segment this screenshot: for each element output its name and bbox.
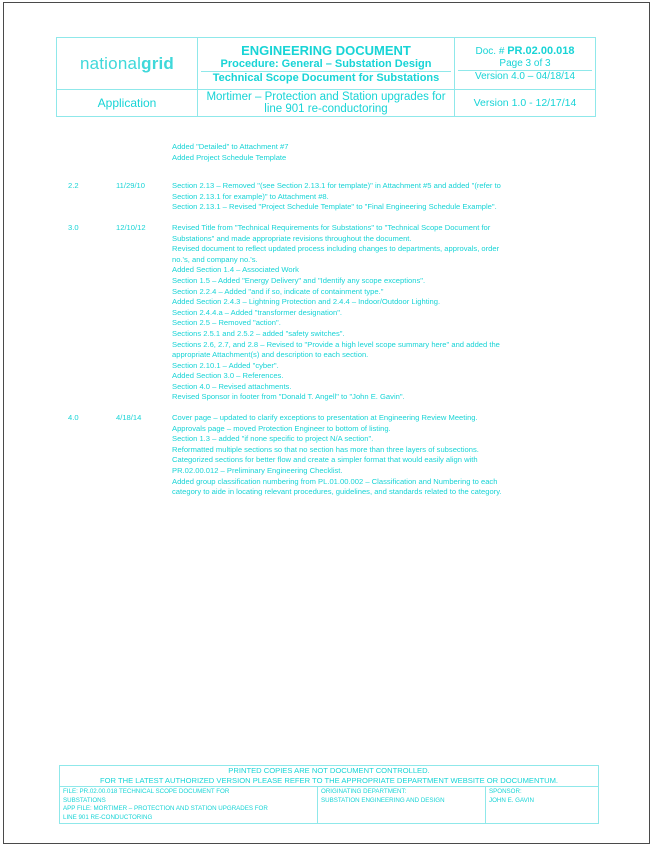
doc-version: Version 4.0 – 04/18/14	[458, 70, 592, 83]
revision-line: Section 1.3 – added "if none specific to project N/A section".	[172, 434, 374, 444]
orig-dept-value: SUBSTATION ENGINEERING AND DESIGN	[321, 796, 445, 804]
revision-line: Sections 2.5.1 and 2.5.2 – added "safety switches".	[172, 328, 345, 338]
revision-line: Revised document to reflect updated process including changes to departments, approvals, order	[172, 244, 500, 254]
revision-number: 4.0	[68, 413, 79, 423]
revision-line: Added group classification numbering from PL.01.00.002 – Classification and Numbering to each	[172, 476, 498, 486]
orig-dept-label: ORIGINATING DEPARTMENT:	[321, 788, 407, 795]
procedure-title: Procedure: General – Substation Design	[220, 57, 432, 70]
control-notice	[60, 766, 598, 787]
document-footer	[59, 765, 599, 824]
revision-line: Section 2.5 – Removed "action".	[172, 318, 281, 328]
logo-text-bold: grid	[141, 53, 175, 73]
doc-number-value: PR.02.00.018	[507, 44, 575, 57]
revision-description	[172, 142, 598, 163]
revision-line: category to aide in locating relevant procedures, guidelines, and standards related to the category.	[172, 487, 502, 497]
doc-number	[458, 45, 592, 58]
revision-line: Section 2.2.4 – Added "and if so, indicate of containment type."	[172, 286, 384, 296]
document-header	[56, 37, 596, 117]
revision-date: 12/10/12	[116, 222, 146, 232]
revision-line: Section 2.4.4.a – Added "transformer designation".	[172, 307, 343, 317]
revision-description	[172, 181, 598, 213]
revision-line: Added "Detailed" to Attachment #7	[172, 142, 289, 151]
file-line-1: FILE: PR.02.00.018 TECHNICAL SCOPE DOCUMENT FOR	[63, 788, 230, 795]
footer-file-cell	[60, 787, 318, 823]
revision-line: PR.02.00.012 – Preliminary Engineering Checklist.	[172, 466, 343, 476]
header-meta-cell	[455, 38, 596, 90]
revision-line: Section 4.0 – Revised attachments.	[172, 381, 292, 391]
document-title: Technical Scope Document for Substations	[201, 71, 451, 85]
revision-entry	[68, 223, 598, 403]
document-type-title: ENGINEERING DOCUMENT	[241, 42, 411, 58]
revision-date: 4/18/14	[116, 413, 142, 423]
revision-number: 3.0	[68, 222, 79, 232]
revision-line: Section 2.13 – Removed "(see Section 2.13.1 for template)" in Attachment #5 and added "(refer to	[172, 181, 501, 191]
revision-line: Reformatted multiple sections so that no section has more than three layers of subsections.	[172, 444, 479, 454]
revision-line: Section 2.13.1 – Revised "Project Schedule Template" to "Final Engineering Schedule Example".	[172, 202, 497, 212]
revision-line: Substations" and made appropriate revisions throughout the document.	[172, 233, 412, 243]
application-version: Version 1.0 - 12/17/14	[455, 90, 596, 117]
revision-line: Revised Title from "Technical Requirements for Substations" to "Technical Scope Document for	[172, 222, 491, 232]
revision-entry	[68, 413, 598, 498]
revision-line: appropriate Attachment(s) and description to each section.	[172, 350, 369, 360]
file-line-2: SUBSTATIONS	[63, 796, 106, 804]
application-label: Application	[57, 90, 198, 117]
revision-line: Section 2.13.1 for example)" to Attachment #8.	[172, 191, 329, 201]
revision-line: Added Section 1.4 – Associated Work	[172, 265, 299, 275]
revision-line: Section 2.10.1 – Added "cyber".	[172, 360, 279, 370]
revision-line: Added Project Schedule Template	[172, 152, 287, 162]
revision-line: no.'s, and company no.'s.	[172, 254, 258, 264]
revision-entry	[68, 181, 598, 213]
header-title-cell	[198, 38, 455, 90]
doc-number-label: Doc. #	[475, 45, 505, 57]
revision-line: Section 1.5 – Added "Energy Delivery" and "Identify any scope exceptions".	[172, 275, 426, 285]
revision-entry	[68, 142, 598, 163]
revision-line: Categorized sections for better flow and create a simpler format that would easily align with	[172, 455, 478, 465]
logo-text-light: national	[79, 53, 142, 73]
app-file-line-1: APP FILE: MORTIMER – PROTECTION AND STATION UPGRADES FOR	[63, 805, 268, 812]
national-grid-logo	[57, 38, 198, 90]
revision-line: Added Section 2.4.3 – Lightning Protection and 2.4.4 – Indoor/Outdoor Lighting.	[172, 297, 441, 307]
revision-line: Cover page – updated to clarify exceptions to presentation at Engineering Review Meeting.	[172, 413, 478, 423]
revision-date: 11/29/10	[116, 181, 145, 191]
revision-history	[68, 142, 598, 505]
sponsor-label: SPONSOR:	[489, 788, 522, 795]
revision-line: Added Section 3.0 – References.	[172, 371, 284, 381]
footer-sponsor-cell	[486, 787, 596, 823]
revision-description	[172, 413, 598, 498]
footer-department-cell	[318, 787, 486, 823]
revision-line: Sections 2.6, 2.7, and 2.8 – Revised to "Provide a high level scope summary here" and added the	[172, 339, 500, 349]
control-notice-line-2: FOR THE LATEST AUTHORIZED VERSION PLEASE REFER TO THE APPROPRIATE DEPARTMENT WEBSITE OR DOCUMENTUM.	[99, 776, 559, 785]
page-number: Page 3 of 3	[499, 57, 551, 69]
sponsor-value: JOHN E. GAVIN	[489, 796, 534, 804]
footer-info-grid	[60, 787, 598, 823]
revision-line: Revised Sponsor in footer from "Donald T. Angell" to "John E. Gavin".	[172, 392, 405, 402]
app-file-line-2: LINE 901 RE-CONDUCTORING	[63, 813, 153, 821]
application-description: Mortimer – Protection and Station upgrades for line 901 re-conductoring	[198, 90, 455, 117]
revision-description	[172, 223, 598, 403]
control-notice-line-1: PRINTED COPIES ARE NOT DOCUMENT CONTROLLED.	[228, 766, 430, 775]
revision-line: Approvals page – moved Protection Engineer to bottom of listing.	[172, 423, 391, 433]
revision-number: 2.2	[68, 181, 79, 191]
